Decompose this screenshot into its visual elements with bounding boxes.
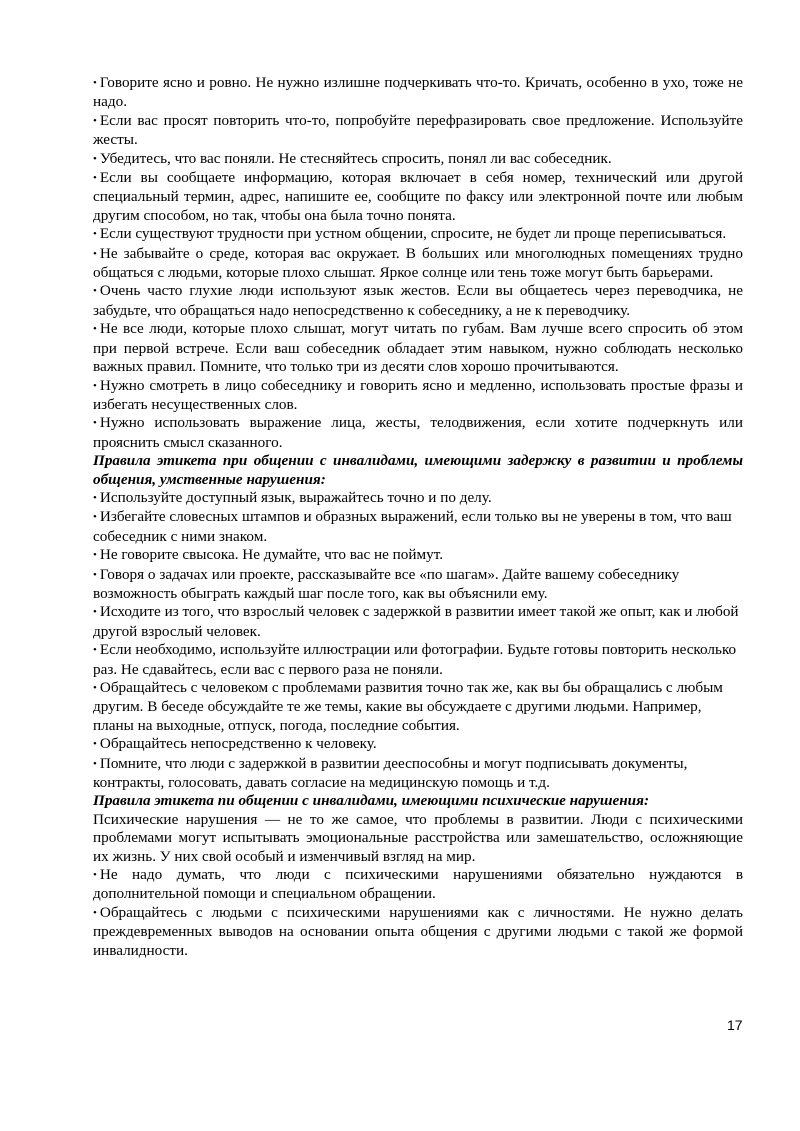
rule-item: • Не надо думать, что люди с психическими нарушениями обязательно нуждаются в дополнительной помощи и специальном обращении.: [93, 866, 743, 904]
rule-item: • Исходите из того, что взрослый человек с задержкой в развитии имеет такой же опыт, как и любой другой взрослый человек.: [93, 603, 743, 641]
rule-item: • Обращайтесь непосредственно к человеку.: [93, 735, 743, 754]
page-content: [93, 74, 743, 960]
rule-item: • Обращайтесь с человеком с проблемами развития точно так же, как вы бы обращались с любым другим. В беседе обсуждайте те же темы, какие вы обсуждаете с другими людьми. Например, планы на выходные, отпуск, погода, последние события.: [93, 679, 743, 735]
rule-item: • Если необходимо, используйте иллюстрации или фотографии. Будьте готовы повторить несколько раз. Не сдавайтесь, если вас с первого раза не поняли.: [93, 641, 743, 679]
rule-item: • Не все люди, которые плохо слышат, могут читать по губам. Вам лучше всего спросить об этом при первой встрече. Если ваш собеседник обладает этим навыком, нужно соблюдать несколько важных правил. Помните, что только три из десяти слов хорошо прочитываются.: [93, 320, 743, 376]
rule-item: • Не говорите свысока. Не думайте, что вас не поймут.: [93, 546, 743, 565]
rule-item: • Если вы сообщаете информацию, которая включает в себя номер, технический или другой специальный термин, адрес, напишите ее, сообщите по факсу или электронной почте или любым другим способом, но так, чтобы она была точно понята.: [93, 169, 743, 225]
rule-item: • Говоря о задачах или проекте, рассказывайте все «по шагам». Дайте вашему собеседнику возможность обыграть каждый шаг после того, как вы объяснили ему.: [93, 566, 743, 604]
section-intro: Психические нарушения — не то же самое, что проблемы в развитии. Люди с психическими проблемами могут испытывать эмоциональные расстройства или замешательство, осложняющие их жизнь. У них свой особый и изменчивый взгляд на мир.: [93, 810, 743, 865]
mental-disorder-rules: [93, 792, 743, 960]
rule-item: • Используйте доступный язык, выражайтесь точно и по делу.: [93, 489, 743, 508]
rule-item: • Говорите ясно и ровно. Не нужно излишне подчеркивать что-то. Кричать, особенно в ухо, тоже не надо.: [93, 74, 743, 112]
rule-item: • Убедитесь, что вас поняли. Не стесняйтесь спросить, понял ли вас собеседник.: [93, 150, 743, 169]
page-number: 17: [727, 1017, 743, 1033]
rule-item: • Избегайте словесных штампов и образных выражений, если только вы не уверены в том, что ваш собеседник с ними знаком.: [93, 508, 743, 546]
developmental-delay-rules: [93, 452, 743, 792]
rule-item: • Если вас просят повторить что-то, попробуйте перефразировать свое предложение. Используйте жесты.: [93, 112, 743, 150]
rule-item: • Если существуют трудности при устном общении, спросите, не будет ли проще переписываться.: [93, 225, 743, 244]
section-heading: Правила этикета пи общении с инвалидами, имеющими психические нарушения:: [93, 792, 649, 810]
rule-item: • Нужно смотреть в лицо собеседнику и говорить ясно и медленно, использовать простые фразы и избегать несущественных слов.: [93, 377, 743, 415]
hearing-impaired-rules: [93, 74, 743, 452]
rule-item: • Очень часто глухие люди используют язык жестов. Если вы общаетесь через переводчика, не забудьте, что обращаться надо непосредственно к собеседнику, а не к переводчику.: [93, 282, 743, 320]
rule-item: • Не забывайте о среде, которая вас окружает. В больших или многолюдных помещениях трудно общаться с людьми, которые плохо слышат. Яркое солнце или тень тоже могут быть барьерами.: [93, 245, 743, 283]
rule-item: • Обращайтесь с людьми с психическими нарушениями как с личностями. Не нужно делать преждевременных выводов на основании опыта общения с другими людьми с такой же формой инвалидности.: [93, 904, 743, 960]
rule-item: • Помните, что люди с задержкой в развитии дееспособны и могут подписывать документы, контракты, голосовать, давать согласие на медицинскую помощь и т.д.: [93, 755, 743, 793]
rule-item: • Нужно использовать выражение лица, жесты, телодвижения, если хотите подчеркнуть или прояснить смысл сказанного.: [93, 414, 743, 452]
section-heading: Правила этикета при общении с инвалидами, имеющими задержку в развитии и проблемы общения, умственные нарушения:: [93, 452, 743, 488]
